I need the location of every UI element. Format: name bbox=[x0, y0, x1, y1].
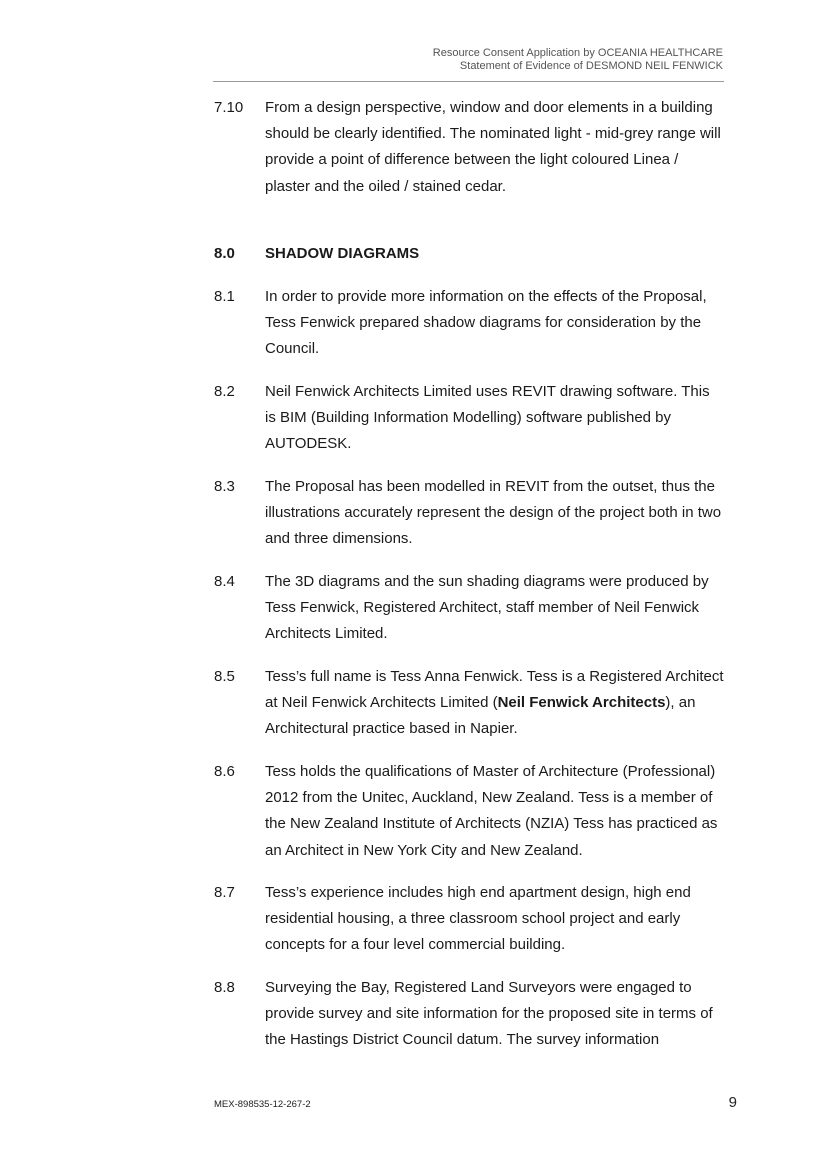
paragraph-8-4 bbox=[214, 569, 724, 648]
paragraph-text: In order to provide more information on the effects of the Proposal, Tess Fenwick prepared shadow diagrams for consideration by the Council. bbox=[265, 288, 707, 358]
paragraph-7-10 bbox=[214, 95, 724, 200]
paragraph-text: Tess’s experience includes high end apartment design, high end residential housing, a three classroom school project and early concepts for a four level commercial building. bbox=[265, 884, 691, 954]
paragraph-text: Neil Fenwick Architects Limited uses REVIT drawing software. This is BIM (Building Information Modelling) software published by AUTODESK. bbox=[265, 383, 710, 453]
header-line-2: Statement of Evidence of DESMOND NEIL FENWICK bbox=[459, 60, 723, 72]
paragraph-number: 7.10 bbox=[214, 99, 244, 116]
paragraph-text: The Proposal has been modelled in REVIT from the outset, thus the illustrations accurately represent the design of the project both in two and three dimensions. bbox=[265, 478, 722, 548]
paragraph-text: The 3D diagrams and the sun shading diagrams were produced by Tess Fenwick, Registered Architect, staff member of Neil Fenwick Architects Limited. bbox=[265, 573, 709, 643]
header-divider bbox=[213, 81, 724, 82]
paragraph-8-7 bbox=[214, 880, 724, 959]
paragraph-number: 8.1 bbox=[214, 288, 235, 305]
paragraph-text-part: ), an Architectural practice based in Napier. bbox=[265, 694, 696, 738]
section-number: 8.0 bbox=[214, 245, 235, 262]
paragraph-8-3 bbox=[214, 474, 724, 553]
paragraph-number: 8.2 bbox=[214, 383, 235, 400]
page-header bbox=[213, 47, 723, 73]
paragraph-text: From a design perspective, window and door elements in a building should be clearly identified. The nominated light - mid-grey range will provide a point of difference between the light coloured Linea / plaster and the oiled / stained cedar. bbox=[265, 99, 721, 195]
defined-term-bold: Neil Fenwick Architects bbox=[497, 694, 666, 712]
section-heading-8-0 bbox=[214, 241, 724, 267]
paragraph-text: Tess holds the qualifications of Master of Architecture (Professional) 2012 from the Unitec, Auckland, New Zealand. Tess is a member of the New Zealand Institute of Architects (NZIA) Tess has practiced as an Architect in New York City and New Zealand. bbox=[265, 763, 718, 859]
paragraph-number: 8.7 bbox=[214, 884, 235, 901]
paragraph-number: 8.4 bbox=[214, 573, 235, 590]
paragraph-8-6 bbox=[214, 759, 724, 864]
paragraph-number: 8.5 bbox=[214, 668, 235, 685]
paragraph-text: Surveying the Bay, Registered Land Surveyors were engaged to provide survey and site information for the proposed site in terms of the Hastings District Council datum. The survey information bbox=[265, 979, 713, 1049]
paragraph-text-part: Tess’s full name is Tess Anna Fenwick. Tess is a Registered Architect at Neil Fenwick Architects Limited ( bbox=[265, 668, 724, 712]
paragraph-number: 8.3 bbox=[214, 478, 235, 495]
paragraph-number: 8.8 bbox=[214, 979, 235, 996]
paragraph-8-1 bbox=[214, 284, 724, 363]
paragraph-8-8 bbox=[214, 975, 724, 1054]
paragraph-8-5 bbox=[214, 664, 724, 743]
page-number: 9 bbox=[728, 1094, 737, 1111]
paragraph-text bbox=[265, 664, 724, 743]
section-title: SHADOW DIAGRAMS bbox=[265, 245, 420, 262]
header-line-1: Resource Consent Application by OCEANIA HEALTHCARE bbox=[432, 47, 723, 59]
paragraph-number: 8.6 bbox=[214, 763, 235, 780]
paragraph-8-2 bbox=[214, 379, 724, 458]
document-id: MEX-898535-12-267-2 bbox=[214, 1099, 311, 1110]
